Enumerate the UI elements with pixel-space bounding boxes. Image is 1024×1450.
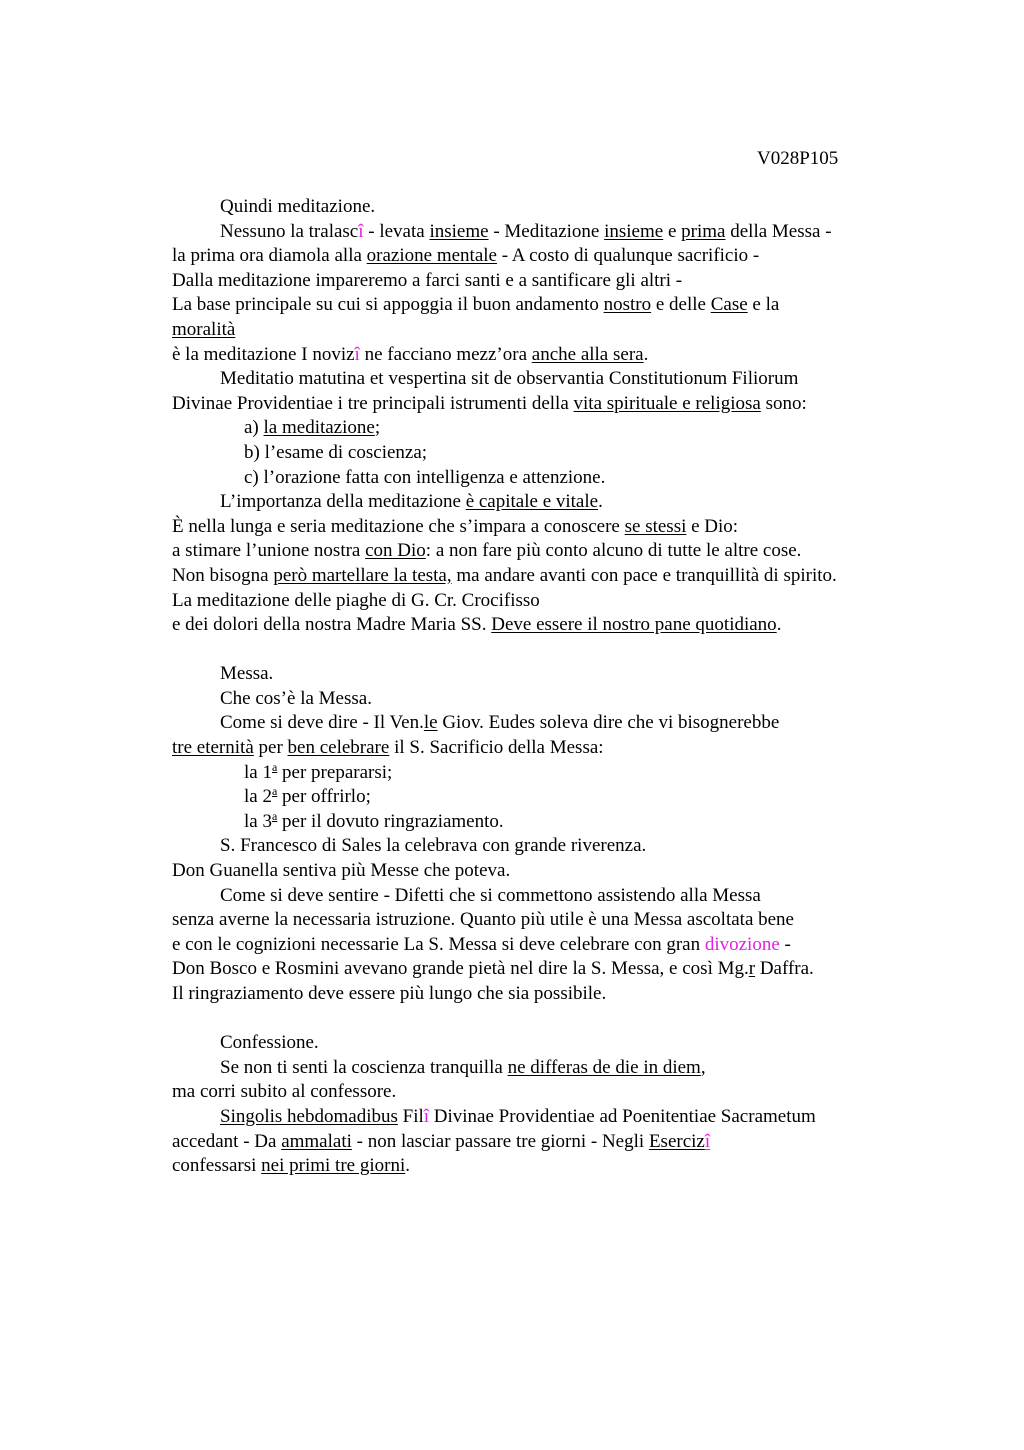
text-span: - levata — [363, 220, 430, 242]
text-span: è la meditazione I noviz — [172, 343, 355, 365]
underlined-text: Eserciz — [648, 1130, 705, 1152]
text-span: la 1 — [244, 761, 272, 783]
text-line — [172, 343, 932, 368]
text-line — [172, 884, 932, 909]
text-span: a) — [244, 417, 264, 439]
underlined-text: però martellare la testa, — [273, 564, 452, 586]
ordinal-suffix: a — [271, 759, 278, 774]
underlined-text: r — [748, 958, 756, 980]
underlined-text: nostro — [603, 294, 652, 316]
underlined-text: è capitale e vitale — [465, 491, 599, 513]
text-line — [172, 515, 932, 540]
text-span: L’importanza della meditazione — [220, 491, 466, 513]
underlined-text: î — [704, 1130, 711, 1152]
text-span: a stimare l’unione nostra — [172, 540, 366, 562]
text-line — [172, 957, 932, 982]
text-line — [172, 662, 932, 687]
underlined-text: insieme — [604, 220, 664, 242]
text-span: Daffra. — [755, 958, 814, 980]
text-span: Don Guanella sentiva più Messe che poteva. — [172, 860, 511, 882]
text-line — [172, 564, 932, 589]
text-span: per offrirlo; — [277, 786, 371, 808]
underlined-text: moralità — [172, 318, 236, 340]
text-span: La meditazione delle piaghe di G. Cr. Crocifisso — [172, 589, 540, 611]
underlined-text: ammalati — [281, 1130, 352, 1152]
text-line — [172, 736, 932, 761]
text-span: - non lasciar passare tre giorni - Negli — [351, 1130, 649, 1152]
ordinal-suffix: a — [271, 784, 278, 799]
text-span: ne facciano mezz’ora — [359, 343, 532, 365]
text-line — [172, 1080, 932, 1105]
underlined-text: nei primi tre giorni — [261, 1155, 406, 1177]
text-span: e Dio: — [686, 515, 739, 537]
text-line — [172, 687, 932, 712]
text-line — [172, 859, 932, 884]
text-span: per il dovuto ringraziamento. — [277, 810, 504, 832]
text-line — [172, 1031, 932, 1056]
text-line — [172, 539, 932, 564]
underlined-text: ben celebrare — [287, 737, 390, 759]
text-span: . — [598, 491, 603, 513]
text-span: , — [700, 1056, 706, 1078]
text-line — [172, 834, 932, 859]
text-line — [172, 220, 932, 245]
underlined-text: insieme — [429, 220, 489, 242]
text-span: Divinae Providentiae i tre principali istrumenti della — [172, 392, 574, 414]
page-identifier: V028P105 — [757, 148, 839, 169]
text-span: confessarsi — [172, 1155, 262, 1177]
text-line — [172, 711, 932, 736]
text-span: per — [253, 737, 288, 759]
text-line — [172, 1105, 932, 1130]
text-span: e dei dolori della nostra Madre Maria SS. — [172, 614, 492, 636]
text-span: Giov. Eudes soleva dire che vi bisognerebbe — [437, 712, 780, 734]
text-span: î — [423, 1105, 430, 1127]
text-span: Messa. — [220, 663, 274, 685]
text-span: Fil — [397, 1105, 424, 1127]
text-span: Come si deve sentire - Difetti che si commettono assistendo alla Messa — [220, 884, 761, 906]
text-line — [172, 761, 932, 786]
text-line — [172, 318, 932, 343]
underlined-text: prima — [681, 220, 726, 242]
text-span: ma andare avanti con pace e tranquillità di spirito. — [451, 564, 837, 586]
underlined-text: Case — [710, 294, 748, 316]
text-line — [172, 466, 932, 491]
text-span: S. Francesco di Sales la celebrava con grande riverenza. — [220, 835, 647, 857]
text-line — [172, 490, 932, 515]
underlined-text: Deve essere il nostro pane quotidiano — [491, 614, 777, 636]
text-span: Non bisogna — [172, 564, 274, 586]
text-span: : a non fare più conto alcuno di tutte le altre cose. — [425, 540, 802, 562]
text-line — [172, 195, 932, 220]
underlined-text: vita spirituale e religiosa — [573, 392, 761, 414]
underlined-text: se stessi — [624, 515, 687, 537]
underlined-text: tre eternità — [172, 737, 254, 759]
text-span: . — [643, 343, 649, 365]
text-span: e con le cognizioni necessarie La S. Messa si deve celebrare con gran — [172, 933, 705, 955]
text-span: ; — [374, 417, 381, 439]
text-span: - A costo di qualunque sacrificio - — [496, 245, 760, 267]
text-line — [172, 589, 932, 614]
blank-line — [172, 1007, 932, 1032]
text-line — [172, 1154, 932, 1179]
text-span: divozione — [704, 933, 780, 955]
text-span: il S. Sacrificio della Messa: — [389, 737, 604, 759]
text-span: accedant - Da — [172, 1130, 282, 1152]
text-line — [172, 933, 932, 958]
text-span: Che cos’è la Messa. — [220, 687, 372, 709]
text-span: Dalla meditazione impareremo a farci santi e a santificare gli altri - — [172, 269, 683, 291]
underlined-text: con Dio — [365, 540, 426, 562]
text-span: e — [663, 220, 682, 242]
text-span: . — [405, 1155, 410, 1177]
text-span: senza averne la necessaria istruzione. Quanto più utile è una Messa ascoltata bene — [172, 909, 794, 931]
blank-line — [172, 638, 932, 663]
underlined-text: le — [423, 712, 438, 734]
underlined-text: anche alla sera — [531, 343, 644, 365]
text-line — [172, 982, 932, 1007]
text-span: Meditatio matutina et vespertina sit de observantia Constitutionum Filiorum — [220, 368, 799, 390]
text-span: Quindi meditazione. — [220, 196, 376, 217]
text-line — [172, 1130, 932, 1155]
underlined-text: orazione mentale — [366, 245, 497, 267]
text-line — [172, 441, 932, 466]
text-line — [172, 293, 932, 318]
text-span: la prima ora diamola alla — [172, 245, 367, 267]
text-span: î — [358, 220, 364, 242]
text-span: Se non ti senti la coscienza tranquilla — [220, 1056, 508, 1078]
underlined-text: ne differas de die in diem — [507, 1056, 701, 1078]
text-span: Confessione. — [220, 1032, 319, 1054]
text-line — [172, 269, 932, 294]
ordinal-suffix: a — [271, 808, 278, 823]
text-span: per prepararsi; — [277, 761, 393, 783]
text-span: Don Bosco e Rosmini avevano grande pietà nel dire la S. Messa, e così Mg. — [172, 958, 749, 980]
text-span: ma corri subito al confessore. — [172, 1081, 397, 1103]
text-span: Nessuno la tralasc — [220, 220, 359, 242]
text-span: la 2 — [244, 786, 272, 808]
text-line — [172, 908, 932, 933]
text-span: . — [776, 614, 782, 636]
text-span: Divinae Providentiae ad Poenitentiae Sacrametum — [429, 1105, 816, 1127]
text-span: î — [354, 343, 360, 365]
text-span: b) l’esame di coscienza; — [244, 441, 428, 463]
text-line — [172, 392, 932, 417]
text-span: Come si deve dire - Il Ven. — [220, 712, 424, 734]
text-span: la 3 — [244, 810, 272, 832]
text-span: - — [779, 933, 791, 955]
underlined-text: la meditazione — [263, 417, 375, 439]
text-line — [172, 810, 932, 835]
text-line — [172, 785, 932, 810]
document-body — [172, 195, 932, 1179]
text-line — [172, 1056, 932, 1081]
text-line — [172, 416, 932, 441]
text-span: della Messa - — [725, 220, 832, 242]
text-span: sono: — [760, 392, 807, 414]
text-span: c) l’orazione fatta con intelligenza e attenzione. — [244, 466, 606, 488]
underlined-text: Singolis hebdomadibus — [220, 1105, 398, 1127]
text-line — [172, 244, 932, 269]
text-line — [172, 367, 932, 392]
text-line — [172, 613, 932, 638]
text-span: Il ringraziamento deve essere più lungo che sia possibile. — [172, 983, 607, 1004]
text-span: La base principale su cui si appoggia il buon andamento — [172, 294, 604, 316]
text-span: e delle — [651, 294, 711, 316]
text-span: e la — [747, 294, 780, 316]
text-span: - Meditazione — [488, 220, 605, 242]
text-span: È nella lunga e seria meditazione che s’impara a conoscere — [172, 515, 625, 537]
